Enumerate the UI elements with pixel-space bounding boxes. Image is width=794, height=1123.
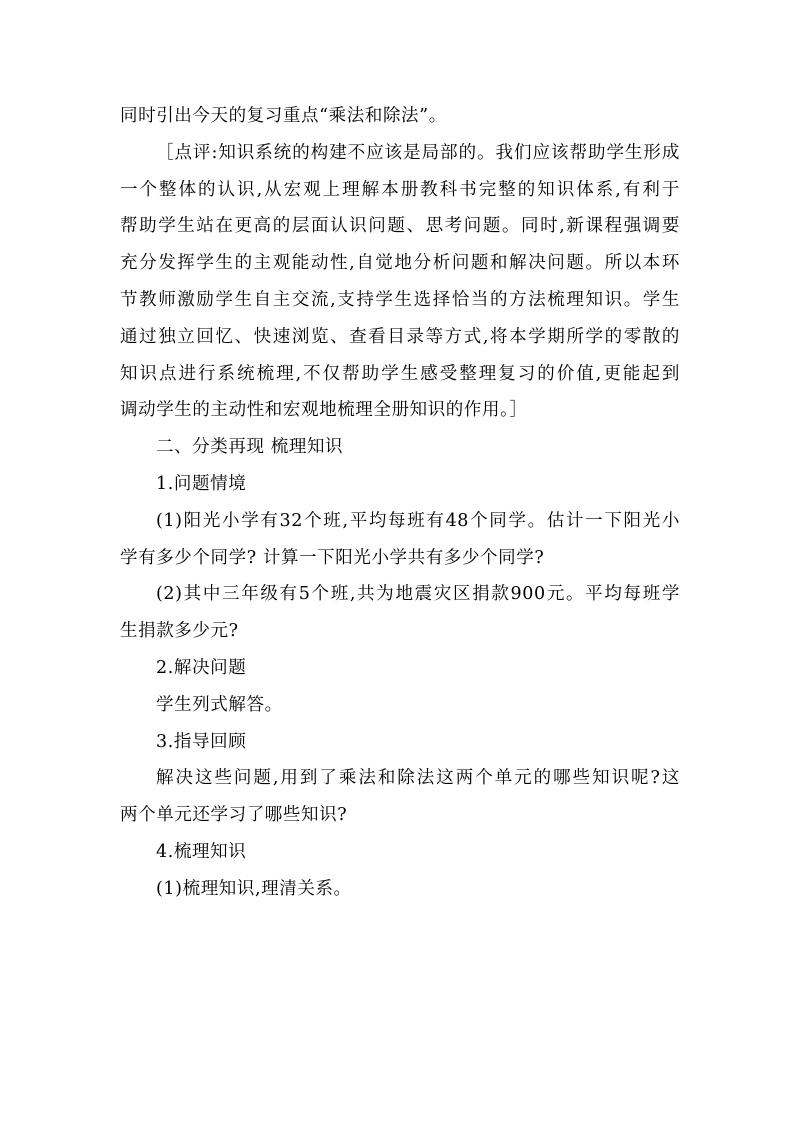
paragraph-line: ［点评:知识系统的构建不应该是局部的。我们应该帮助学生形成: [156, 142, 680, 163]
paragraph-line: 解决这些问题,用到了乘法和除法这两个单元的哪些知识呢?这: [156, 768, 680, 789]
paragraph-line: 两个单元还学习了哪些知识?: [120, 805, 348, 826]
paragraph-line: 一个整体的认识,从宏观上理解本册教科书完整的知识体系,有利于: [120, 179, 680, 200]
paragraph-line: (1)阳光小学有32个班,平均每班有48个同学。估计一下阳光小: [156, 510, 680, 531]
paragraph-line: 学生列式解答。: [156, 694, 283, 715]
subsection-heading: 4.梳理知识: [156, 841, 247, 862]
paragraph-line: 生捐款多少元?: [120, 621, 239, 642]
paragraph-line: (2)其中三年级有5个班,共为地震灾区捐款900元。平均每班学: [156, 584, 680, 605]
paragraph-line: 节教师激励学生自主交流,支持学生选择恰当的方法梳理知识。学生: [120, 289, 680, 310]
paragraph-line: 同时引出今天的复习重点“乘法和除法”。: [120, 106, 447, 126]
subsection-heading: 2.解决问题: [156, 657, 247, 678]
subsection-heading: 1.问题情境: [156, 473, 247, 494]
paragraph-line: 充分发挥学生的主观能动性,自觉地分析问题和解决问题。所以本环: [120, 253, 680, 274]
paragraph-line: 帮助学生站在更高的层面认识问题、思考问题。同时,新课程强调要: [120, 216, 680, 237]
subsection-heading: 3.指导回顾: [156, 731, 247, 752]
document-body: [120, 98, 680, 908]
section-heading: 二、分类再现 梳理知识: [156, 437, 344, 458]
paragraph-line: 调动学生的主动性和宏观地梳理全册知识的作用。］: [120, 400, 528, 421]
paragraph-line: 知识点进行系统梳理,不仅帮助学生感受整理复习的价值,更能起到: [120, 363, 680, 384]
paragraph-line: 通过独立回忆、快速浏览、查看目录等方式,将本学期所学的零散的: [120, 326, 680, 347]
paragraph-line: 学有多少个同学? 计算一下阳光小学共有多少个同学?: [120, 547, 545, 568]
paragraph-line: (1)梳理知识,理清关系。: [156, 878, 352, 899]
